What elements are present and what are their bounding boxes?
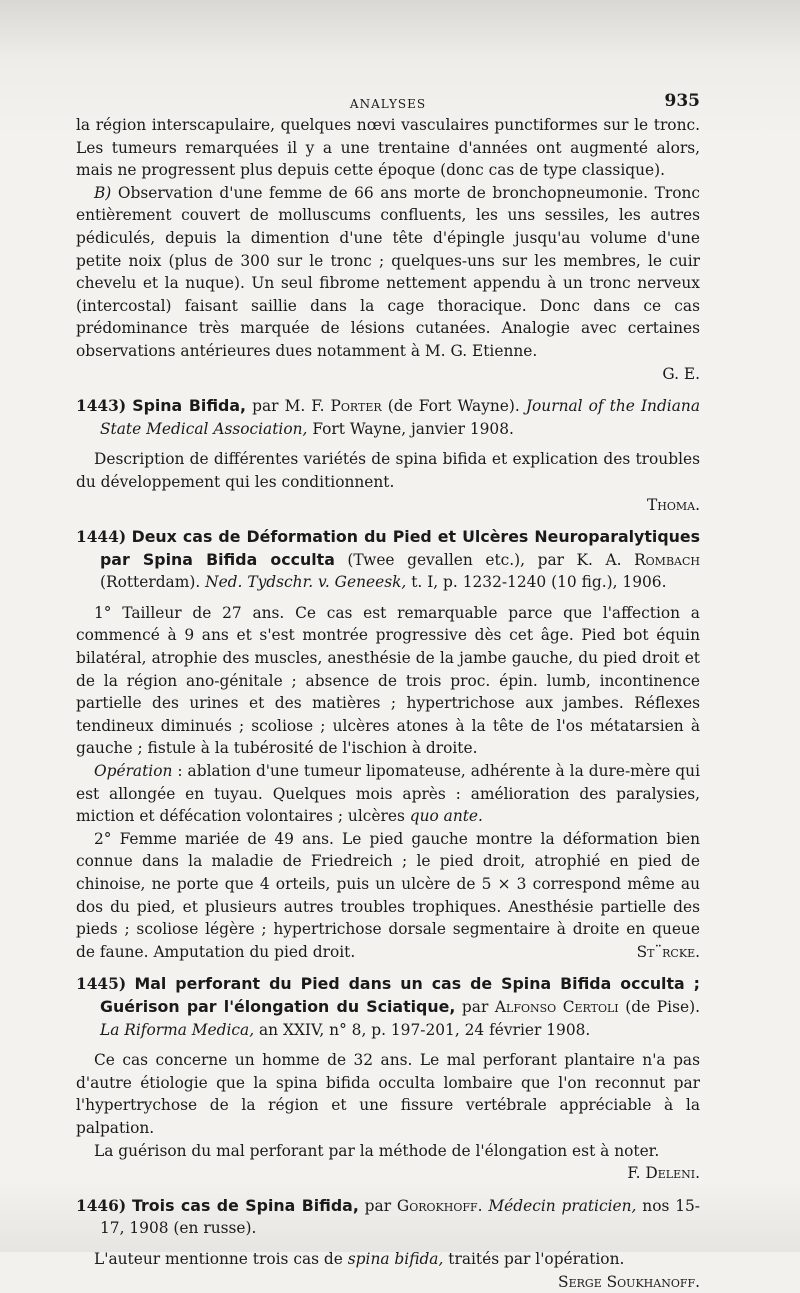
entry-byline: par bbox=[455, 998, 495, 1016]
entry-byline: par M. F. bbox=[246, 397, 331, 415]
entry-1446 bbox=[76, 1195, 700, 1293]
entry-1445-text-1: Ce cas concerne un homme de 32 ans. Le mal perforant plantaire n'a pas d'autre étiologie que la spina bifida occulta lombaire que l'on reconnut par l'hypertrychose de la région et une fissure vertébrale appréciable à la palpation. bbox=[76, 1049, 700, 1139]
entry-number: 1445) bbox=[76, 975, 126, 993]
entry-reference: t. I, p. 1232-1240 (10 fig.), 1906. bbox=[406, 573, 666, 591]
entry-journal: Journal of the Indiana State Medical Association, bbox=[100, 397, 700, 438]
prev-paragraph-2-label: B) bbox=[94, 184, 111, 202]
entry-1446-heading bbox=[76, 1195, 700, 1240]
entry-journal: La Riforma Medica, bbox=[100, 1021, 254, 1039]
entry-1445-text-2: La guérison du mal perforant par la méthode de l'élongation est à noter. bbox=[76, 1140, 700, 1163]
prev-paragraph-2-text: Observation d'une femme de 66 ans morte de bronchopneumonie. Tronc entièrement couvert de molluscums confluents, les uns sessiles, les autres pédiculés, depuis la dimention d'une tête d'épingle jusqu'au volume d'une petite noix (plus de 300 sur le tronc ; quelques-uns sur les membres, le cuir chevelu et la nuque). Un seul fibrome nettement appendu à un tronc nerveux (intercostal) faisant saillie dans la cage thoracique. Donc dans ce cas prédominance très marquée de lésions cutanées. Analogie avec certaines observations antérieures dues notamment à M. G. Etienne. bbox=[76, 184, 700, 360]
entry-author: Porter bbox=[331, 397, 382, 415]
entry-place: (de Fort Wayne). bbox=[382, 397, 526, 415]
entry-number: 1446) bbox=[76, 1197, 126, 1215]
entry-journal: Ned. Tydschr. v. Geneesk, bbox=[205, 573, 406, 591]
entry-byline: par bbox=[359, 1197, 397, 1215]
entry-1446-signature: Serge Soukhanoff. bbox=[76, 1271, 700, 1293]
prev-paragraph-2 bbox=[76, 182, 700, 363]
entry-title: Mal perforant du Pied dans un cas de Spina Bifida occulta ; Guérison par l'élongation du Sciatique, bbox=[100, 974, 700, 1016]
entry-1444-case-2: 2° Femme mariée de 49 ans. Le pied gauche montre la déformation bien connue dans la maladie de Friedreich ; le pied droit, atrophié en pied de chinoise, ne porte que 4 orteils, puis un ulcère de 5 × 3 correspond même au dos du pied, et plusieurs autres troubles trophiques. Anesthésie partielle des pieds ; scoliose légère ; hypertrichose dorsale segmentaire à droite en queue de faune. Amputation du pied droit. bbox=[76, 828, 700, 964]
entry-title: Spina Bifida, bbox=[132, 396, 246, 415]
entry-1444-case-1: 1° Tailleur de 27 ans. Ce cas est remarquable parce que l'affection a commencé à 9 ans et s'est montrée progressive dès cet âge. Pied bot équin bilatéral, atrophie des muscles, anesthésie de la jambe gauche, du pied droit et de la région ano-génitale ; absence de trois proc. épin. lumb, incontinence partielle des urines et des matières ; hypertrichose aux jambes. Réflexes tendineux diminués ; scoliose ; ulcères atones à la tête de l'os métatarsien à gauche ; fistule à la tubérosité de l'ischion à droite. bbox=[76, 602, 700, 760]
entry-1445-signature: F. Deleni. bbox=[76, 1162, 700, 1185]
entry-1443-heading bbox=[76, 395, 700, 440]
entry-1443 bbox=[76, 395, 700, 516]
entry-byline: (Twee gevallen etc.), par K. A. bbox=[335, 551, 634, 569]
entry-1444-operation bbox=[76, 760, 700, 828]
operation-label: Opération bbox=[94, 762, 172, 780]
entry-1444 bbox=[76, 526, 700, 963]
prev-signature: G. E. bbox=[76, 363, 700, 386]
entry-author: Rombach bbox=[634, 551, 700, 569]
operation-end: quo ante. bbox=[410, 807, 483, 825]
entry-1445 bbox=[76, 973, 700, 1184]
entry-number: 1444) bbox=[76, 528, 126, 546]
entry-reference: nos 15-17, 1908 (en russe). bbox=[100, 1197, 700, 1238]
entry-journal: Médecin praticien, bbox=[483, 1197, 637, 1215]
entry-reference: an XXIV, n° 8, p. 197-201, 24 février 1908. bbox=[254, 1021, 590, 1039]
entry-date: Fort Wayne, janvier 1908. bbox=[307, 420, 513, 438]
entry-place: (Rotterdam). bbox=[100, 573, 205, 591]
entry-1446-text-b: spina bifida, bbox=[348, 1250, 444, 1268]
entry-author: Alfonso Certoli bbox=[495, 998, 619, 1016]
entry-1445-heading bbox=[76, 973, 700, 1041]
entry-author: Gorokhoff. bbox=[397, 1197, 483, 1215]
entry-1446-text-a: L'auteur mentionne trois cas de bbox=[94, 1250, 348, 1268]
running-head-title: ANALYSES bbox=[76, 93, 700, 116]
entry-1443-text: Description de différentes variétés de spina bifida et explication des troubles du développement qui les conditionnent. bbox=[76, 448, 700, 493]
page-number: 935 bbox=[665, 90, 701, 113]
entry-1444-signature: St¨rcke. bbox=[76, 941, 700, 964]
entry-1446-text-c: traités par l'opération. bbox=[443, 1250, 624, 1268]
entry-1444-heading bbox=[76, 526, 700, 594]
prev-paragraph-1: la région interscapulaire, quelques nœvi vasculaires punctiformes sur le tronc. Les tumeurs remarquées il y a une trentaine d'années ont augmenté alors, mais ne progressent plus depuis cette époque (donc cas de type classique). bbox=[76, 114, 700, 182]
entry-1446-text bbox=[76, 1248, 700, 1271]
running-head bbox=[76, 90, 700, 114]
entry-1443-signature: Thoma. bbox=[76, 494, 700, 517]
entry-number: 1443) bbox=[76, 397, 126, 415]
entry-title: Deux cas de Déformation du Pied et Ulcères Neuroparalytiques par Spina Bifida occulta bbox=[100, 527, 700, 569]
journal-page bbox=[76, 90, 700, 1293]
operation-text: : ablation d'une tumeur lipomateuse, adhérente à la dure-mère qui est allongée en tuyau. Quelques mois après : amélioration des paralysies, miction et défécation volontaires ; ulcères bbox=[76, 762, 700, 825]
entry-place: (de Pise). bbox=[619, 998, 700, 1016]
entry-title: Trois cas de Spina Bifida, bbox=[132, 1196, 359, 1215]
